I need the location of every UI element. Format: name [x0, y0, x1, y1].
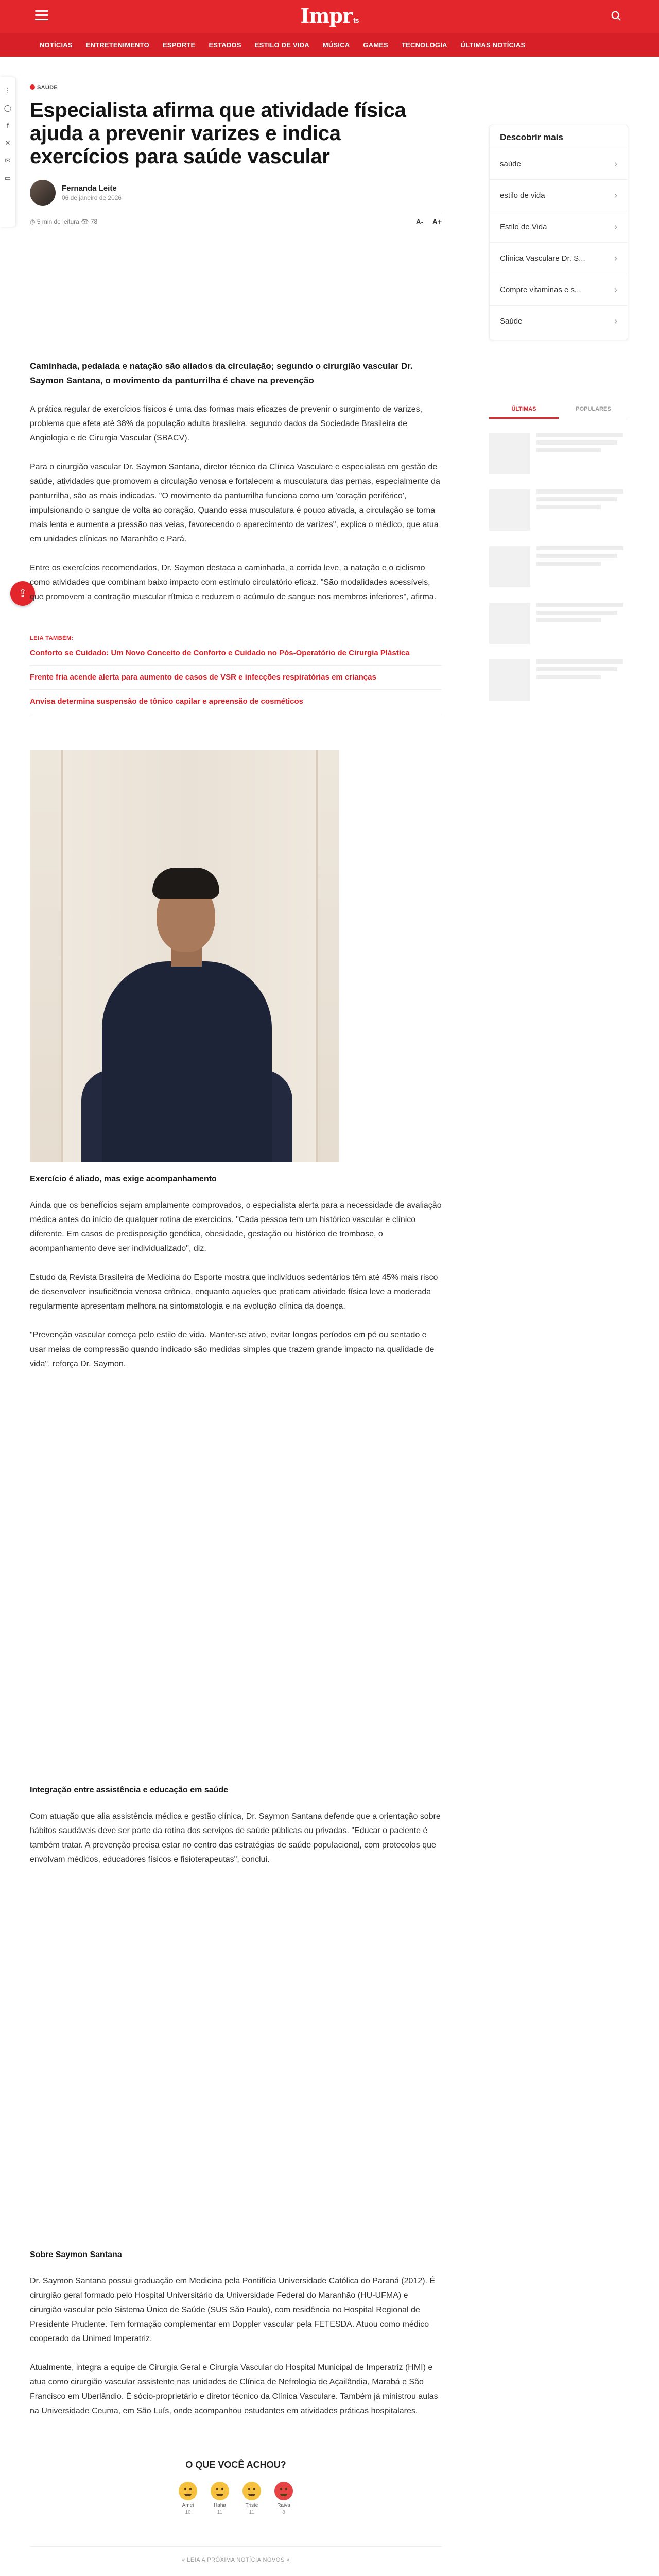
discover-item[interactable] [490, 274, 628, 305]
email-icon[interactable]: ✉ [5, 157, 11, 164]
bookmark-icon[interactable]: ▭ [4, 174, 11, 182]
paragraph: Dr. Saymon Santana possui graduação em Medicina pela Pontifícia Universidade Católica do Paraná (2012). É cirurgião geral formado pelo Hospital Universitário da Universidade Federal do Maranhão (HU-UFMA) e cirurgião vascular pelo Sistema Único de Saúde (SUS São Paulo), com residência no Hospital Regional de Presidente Prudente. Tem formação complementar em Doppler vascular pela FETESDA. Atuou como médico cooperado da Unimed Imperatriz. [30, 2277, 436, 2343]
reaction-sad[interactable] [241, 2482, 262, 2515]
paragraph: Para o cirurgião vascular Dr. Saymon Santana, diretor técnico da Clínica Vasculare e especialista em gestão de saúde, atividades que promovem a circulação venosa e fortalecem a musculatura das pernas, especialmente da panturrilha, são as mais indicadas. "O movimento da panturrilha funciona como um 'coração periférico', impulsionando o sangue de volta ao coração. Quando essa musculatura é pouco ativada, a circulação se torna mais lenta e aumenta a pressão nas veias, favorecendo o aparecimento de varizes", explica o médico, que atua em unidades clínicas no Maranhão e Pará. [30, 463, 440, 544]
reaction-haha[interactable] [210, 2482, 230, 2515]
article-photo [30, 750, 339, 1162]
article-lead: Caminhada, pedalada e natação são aliados da circulação; segundo o cirurgião vascular Dr. Saymon Santana, o movimento da panturrilha é chave na prevenção [30, 361, 413, 385]
logo-text: Impr [300, 4, 353, 27]
discover-item-label: Compre vitaminas e s... [500, 285, 581, 294]
chevron-right-icon: › [614, 190, 617, 200]
whatsapp-icon[interactable]: ◯ [4, 104, 12, 112]
related-link[interactable]: Frente fria acende alerta para aumento de casos de VSR e infecções respiratórias em crianças [30, 673, 376, 682]
site-logo[interactable] [300, 4, 358, 27]
share-rail [0, 77, 15, 227]
paragraph: Com atuação que alia assistência médica e gestão clínica, Dr. Saymon Santana defende que a orientação sobre hábitos saudáveis deve ser parte da rotina dos serviços de saúde públicas ou privadas. "Educar o paciente é também tratar. A prevenção precisa estar no centro das estratégias de saúde populacional, com protocolos que envolvam médicos, educadores físicos e fisioterapeutas", conclui. [30, 1812, 441, 1864]
paragraph: Ainda que os benefícios sejam amplamente comprovados, o especialista alerta para a necessidade de avaliação médica antes do início de qualquer rotina de exercícios. "Cada pessoa tem um histórico vascular e clínico diferente. Em casos de predisposição genética, obesidade, gestação ou histórico de trombose, o acompanhamento deve ser individualizado", diz. [30, 1201, 442, 1253]
next-article-link[interactable]: « LEIA A PRÓXIMA NOTÍCIA NOVOS » [30, 2546, 442, 2563]
section-heading: Exercício é aliado, mas exige acompanhamento [30, 1175, 217, 1183]
reaction-count: 11 [249, 2510, 255, 2515]
discover-item-label: Saúde [500, 316, 523, 326]
chevron-right-icon: › [614, 252, 617, 263]
discover-title: Descobrir mais [500, 132, 563, 142]
nav-games[interactable]: GAMES [363, 41, 388, 49]
ad-space [30, 1867, 442, 2238]
list-item[interactable] [489, 653, 628, 710]
nav-noticias[interactable]: NOTÍCIAS [40, 41, 73, 49]
tab-latest[interactable]: ÚLTIMAS [489, 401, 559, 419]
paragraph: Entre os exercícios recomendados, Dr. Saymon destaca a caminhada, a corrida leve, a natação e o ciclismo como atividades que combinam baixo impacto com estímulo circulatório eficaz. "São modalidades acessíveis, que promovem a contração muscular rítmica e reduzem o acúmulo de sangue nos membros inferiores", afirma. [30, 564, 437, 601]
paragraph: Estudo da Revista Brasileira de Medicina do Esporte mostra que indivíduos sedentários têm até 45% mais risco de desenvolver insuficiência venosa crônica, enquanto aqueles que praticam atividade física leve a moderada regularmente apresentam melhora na sintomatologia e na evolução clínica da doença. [30, 1273, 438, 1311]
search-icon[interactable] [611, 10, 622, 22]
angry-emoji-icon [274, 2482, 293, 2500]
read-time: 5 min de leitura [37, 218, 79, 225]
paragraph: Atualmente, integra a equipe de Cirurgia Geral e Cirurgia Vascular do Hospital Municipal de Imperatriz (HMI) e atua como cirurgião vascular assistente nas unidades de Clínica de Nefrologia de Açailândia, Marabá e São Francisco em Uberlândio. É sócio-proprietário e diretor técnico da Clínica Vasculare. Também já ministrou aulas na Universidade Ceuma, em São Luís, onde acompanhou estudantes em atividades práticas hospitalares. [30, 2363, 438, 2415]
reaction-angry[interactable] [273, 2482, 294, 2515]
article-title: Especialista afirma que atividade física ajuda a prevenir varizes e indica exercícios para saúde vascular [30, 99, 406, 168]
sidebar [489, 125, 628, 710]
reaction-title: O QUE VOCÊ ACHOU? [185, 2460, 286, 2470]
top-bar [0, 0, 659, 33]
reaction-label: Haha [214, 2503, 226, 2509]
category-dot-icon [30, 84, 35, 90]
font-increase-button[interactable]: A+ [432, 217, 442, 226]
reaction-label: Triste [245, 2503, 258, 2509]
logo-suffix: ts [353, 16, 359, 24]
nav-musica[interactable]: MÚSICA [322, 41, 350, 49]
related-link[interactable]: Conforto se Cuidado: Um Novo Conceito de Conforto e Cuidado no Pós-Operatório de Cirurgia Plástica [30, 649, 410, 657]
category-label[interactable] [30, 84, 442, 91]
category-text: SAÚDE [37, 84, 58, 91]
nav-ultimas-noticias[interactable]: ÚLTIMAS NOTÍCIAS [460, 41, 526, 49]
paragraph: A prática regular de exercícios físicos é uma das formas mais eficazes de prevenir o surgimento de varizes, problema que afeta até 38% da população adulta brasileira, segundo dados da Sociedade Brasileira de Angiologia e de Cirurgia Vascular (SBACV). [30, 405, 423, 443]
list-item[interactable] [489, 427, 628, 483]
eye-icon: 👁 [81, 218, 91, 225]
clock-icon: ◷ [30, 218, 37, 225]
reaction-count: 11 [217, 2510, 223, 2515]
section-heading: Integração entre assistência e educação em saúde [30, 1786, 229, 1794]
discover-item-label: Clínica Vasculare Dr. S... [500, 253, 585, 263]
love-emoji-icon [179, 2482, 197, 2500]
related-link-item [30, 666, 442, 690]
chevron-right-icon: › [614, 221, 617, 232]
discover-item[interactable] [490, 305, 628, 336]
publish-date: 06 de janeiro de 2026 [62, 194, 122, 201]
laugh-emoji-icon [211, 2482, 229, 2500]
view-count: 78 [90, 218, 98, 225]
chevron-right-icon: › [614, 158, 617, 169]
discover-item[interactable] [490, 148, 628, 179]
reaction-count: 10 [185, 2510, 191, 2515]
nav-estilo-de-vida[interactable]: ESTILO DE VIDA [254, 41, 309, 49]
font-decrease-button[interactable]: A- [415, 217, 424, 226]
related-link-item [30, 690, 442, 714]
sad-emoji-icon [242, 2482, 261, 2500]
discover-item-label: saúde [500, 159, 521, 168]
reaction-label: Amei [182, 2503, 194, 2509]
nav-tecnologia[interactable]: TECNOLOGIA [401, 41, 447, 49]
discover-item-label: estilo de vida [500, 191, 545, 200]
ad-space [30, 230, 442, 359]
discover-item[interactable] [490, 179, 628, 211]
list-item[interactable] [489, 597, 628, 653]
ad-space [30, 1371, 442, 1773]
chevron-right-icon: › [614, 315, 617, 326]
nav-entretenimento[interactable]: ENTRETENIMENTO [85, 41, 149, 49]
chevron-right-icon: › [614, 284, 617, 295]
list-item[interactable] [489, 483, 628, 540]
discover-item-label: Estilo de Vida [500, 222, 547, 231]
reaction-count: 8 [282, 2510, 285, 2515]
nav-esporte[interactable]: ESPORTE [162, 41, 196, 49]
nav-estados[interactable]: ESTADOS [209, 41, 241, 49]
section-heading: Sobre Saymon Santana [30, 2250, 122, 2259]
discover-item[interactable] [490, 242, 628, 274]
paragraph: "Prevenção vascular começa pelo estilo de vida. Manter-se ativo, evitar longos períodos em pé ou sentado e usar meias de compressão quando indicado são medidas simples que trazem grande impacto na qualidade de vida", reforça Dr. Saymon. [30, 1331, 435, 1368]
author-block [30, 180, 442, 206]
menu-icon[interactable] [35, 10, 48, 22]
discover-more-box [489, 125, 628, 340]
sidebar-article-list [489, 427, 628, 710]
tab-popular[interactable]: POPULARES [576, 406, 611, 412]
reaction-box [30, 2460, 442, 2515]
reaction-love[interactable] [178, 2482, 198, 2515]
share-count-icon[interactable]: ⋮ [4, 87, 11, 94]
author-avatar[interactable] [30, 180, 56, 206]
share-icon: ⇪ [18, 588, 27, 599]
sidebar-tabs [489, 401, 628, 419]
list-item[interactable] [489, 540, 628, 597]
author-name[interactable]: Fernanda Leite [62, 184, 117, 193]
discover-item[interactable] [490, 211, 628, 242]
reaction-label: Raiva [277, 2503, 290, 2509]
article-main [30, 82, 442, 2563]
see-also-label: LEIA TAMBÉM: [30, 635, 74, 641]
related-link-item [30, 641, 442, 666]
main-nav [0, 33, 659, 57]
article-meta-bar [30, 213, 442, 230]
twitter-icon[interactable]: ✕ [5, 139, 11, 147]
facebook-icon[interactable]: f [7, 122, 9, 129]
related-link[interactable]: Anvisa determina suspensão de tônico capilar e apreensão de cosméticos [30, 697, 304, 706]
